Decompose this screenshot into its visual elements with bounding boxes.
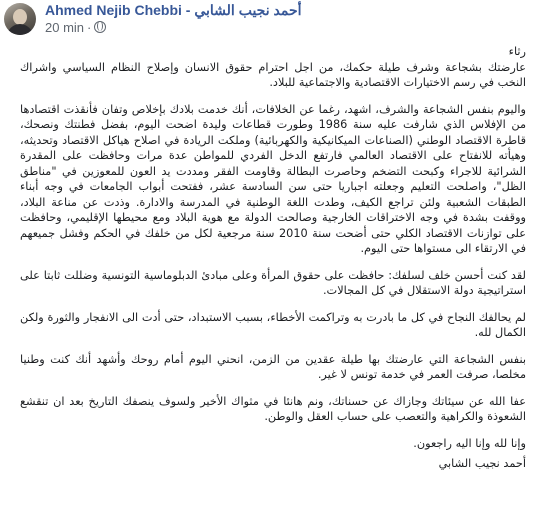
post-header	[0, 0, 537, 44]
post-paragraph-tribute: واليوم بنفس الشجاعة والشرف، اشهد، رغما عن الخلافات، أنك خدمت بلادك بإخلاص وتفان فأنقذت اقتصادها من الإفلاس الذي شارفت عليه سنة 1986 وطورت قطاعات وليدة اضحت اليوم، بفضل فطنتك ونصحك، قاطرة الاقتصاد الوطني (الصناعات الميكانيكية والكهربائية) وملكت الريادة في اصلاح هياكل الاقتصاد وتحديثه، وهيأته للانفتاح على الاقتصاد العالمي فارتفع الدخل الفردي للمواطن عدة مرات وحافظت على المقدرة الشرائية للاجراء وكبحت التضخم وحاصرت البطالة وقاومت الفقر ومددت يد العون للمعوزين في "مناطق الظل"، واصلحت التعليم وجعلته اجباريا حتى سن السادسة عشر، ففتحت أبواب الجامعات في وجه أبناء الطبقات الشعبية ولئن تراجع الكيف، وطدت اللغة الوطنية في المدرسة والادارة. وذدت عن مناعة البلاد، ووقفت بشدة في وجه الاختراقات الخارجية وصالحت الدولة مع هوية البلاد ومع محيطها الإقليمي، وحافظت على توازنات الاقتصاد الكلي حتى أضحت سنة 2010 سنة مرجعية لكل من خلفك في الحكم وفشل جميعهم في الارتقاء الى مستواها حتى اليوم.	[20, 102, 527, 255]
post-body	[20, 44, 526, 483]
post-paragraph-mistakes: لم يحالفك النجاح في كل ما بادرت به وتراكمت الأخطاء، بسبب الاستبداد، حتى أدت الى الانفجار والثورة ولكن الكمال لله.	[20, 310, 526, 339]
meta-separator: ·	[87, 20, 92, 35]
avatar-body	[7, 24, 33, 35]
post-paragraph-closing: وإنا لله وإنا اليه راجعون.	[413, 436, 526, 450]
author-name-link[interactable]: Ahmed Nejib Chebbi - أحمد نجيب الشابي	[45, 2, 302, 18]
avatar[interactable]	[4, 3, 36, 35]
post-paragraph-prayer: عفا الله عن سيئاتك وجازاك عن حسناتك، ونم هانئا في مثواك الأخير ولسوف ينصفك التاريخ بعد ان تنقشع الشعوذة والكراهية والتعصب على حساب العقل والوطن.	[20, 394, 526, 423]
globe-icon[interactable]	[94, 21, 106, 33]
post-signature: أحمد نجيب الشابي	[438, 457, 526, 470]
post-paragraph-opening: رثاء عارضتك بشجاعة وشرف طيلة حكمك، من اجل احترام حقوق الانسان وإصلاح النظام السياسي واشراك النخب في رسم الاختيارات الاقتصادية والاجتماعية للبلاد.	[20, 45, 526, 89]
post-paragraph-successor: لقد كنت أحسن خلف لسلفك: حافظت على حقوق المرأة وعلى مبادئ الدبلوماسية التونسية وضللت ثابتا على استراتيجية دولة الاستقلال في كل المجالات.	[20, 268, 526, 297]
timestamp[interactable]: 20 min	[45, 20, 85, 35]
post-meta	[45, 20, 106, 35]
post-paragraph-courage: بنفس الشجاعة التي عارضتك بها طيلة عقدين من الزمن، انحني اليوم أمام روحك وأشهد أنك كنت وطنيا مخلصا، صرفت العمر في خدمة تونس لا غير.	[20, 352, 526, 381]
avatar-face	[13, 9, 27, 25]
